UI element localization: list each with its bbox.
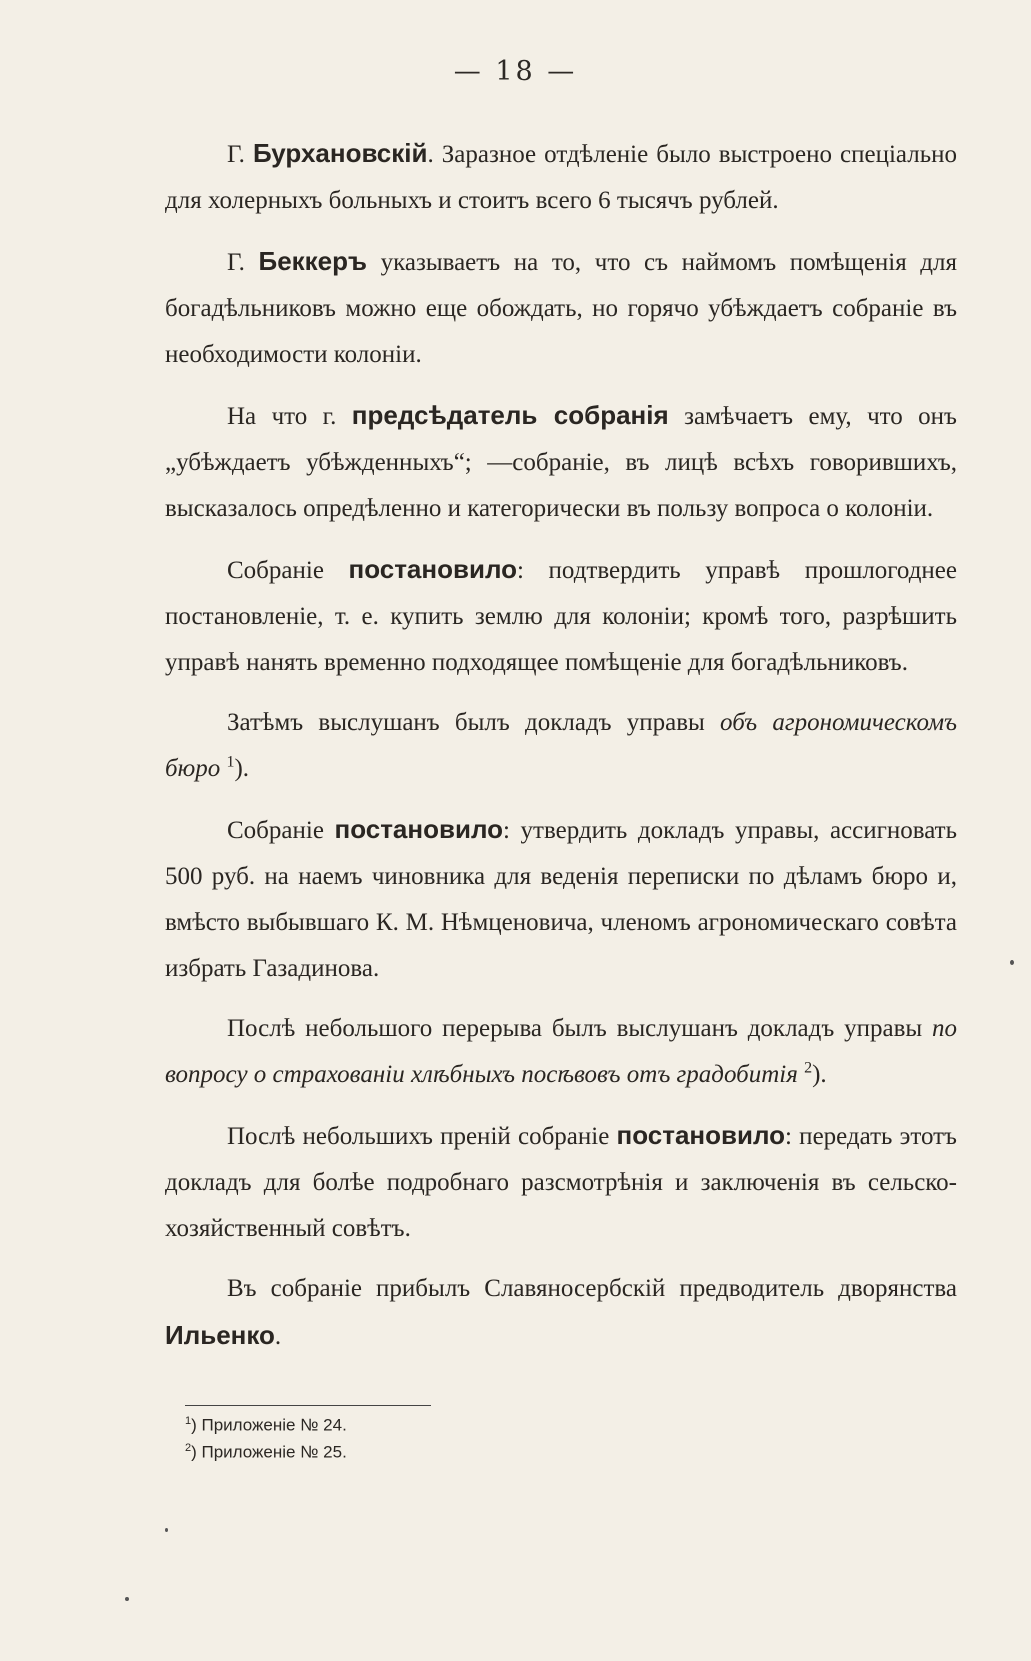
paragraph — [165, 1006, 957, 1098]
footnote-text: ) Приложеніе № 24. — [191, 1415, 347, 1435]
text-run: Затѣмъ выслушанъ былъ докладъ управы — [227, 709, 721, 736]
bold-name: постановило — [616, 1120, 786, 1150]
text-run: Собраніе — [227, 557, 349, 584]
italic-title: по вопросу о страхованіи хлѣбныхъ посѣвовъ отъ градобитія — [165, 1015, 957, 1088]
paragraph — [165, 238, 957, 378]
text-run: Г. — [227, 249, 259, 276]
footnote — [185, 1437, 347, 1464]
italic-title: объ агрономическомъ бюро — [165, 709, 957, 782]
paragraph — [165, 806, 957, 992]
text-run: : утвердить докладъ управы, ассигновать 500 руб. на наемъ чиновника для веденія переписки по дѣламъ бюро и, вмѣсто выбывшаго К. М. Нѣмценовича, членомъ агрономическаго совѣта избрать Газадинова. — [165, 817, 957, 982]
paragraph — [165, 392, 957, 532]
footnotes — [185, 1410, 347, 1463]
page-number: — 18 — — [453, 56, 578, 87]
bold-name: постановило — [334, 814, 504, 844]
text-run: ). — [234, 755, 250, 782]
text-run: Послѣ небольшого перерыва былъ выслушанъ докладъ управы — [227, 1015, 932, 1042]
bold-name: Беккеръ — [258, 246, 367, 276]
footnote-reference: 1 — [226, 753, 235, 771]
text-run: замѣчаетъ ему, что онъ „убѣждаетъ убѣжденныхъ“; —собраніе, въ лицѣ всѣхъ говорившихъ, высказалось опредѣленно и категорически въ пользу вопроса о колоніи. — [165, 403, 957, 522]
bold-name: Ильенко — [165, 1320, 275, 1350]
text-run: : передать этотъ докладъ для болѣе подробнаго разсмотрѣнія и заключенія въ сельско-хозяйственный совѣтъ. — [165, 1123, 957, 1242]
text-run: На что г. — [227, 403, 352, 430]
footnote-reference: 2 — [804, 1059, 813, 1077]
print-speck — [1010, 960, 1014, 965]
footnote-mark: 1 — [185, 1415, 192, 1427]
text-run: . — [274, 1323, 282, 1350]
text-run: . Заразное отдѣленіе было выстроено спеціально для холерныхъ больныхъ и стоитъ всего 6 тысячъ рублей. — [165, 141, 958, 214]
bold-name: предсѣдатель собранія — [351, 400, 669, 430]
footnote — [185, 1410, 347, 1437]
text-run: Въ собраніе прибылъ Славяносербскій предводитель дворянства — [227, 1275, 957, 1302]
text-run: Г. — [227, 141, 253, 168]
text-run: : подтвердить управѣ прошлогоднее постановленіе, т. е. купить землю для колоніи; кромѣ того, разрѣшить управѣ нанять временно подходящее помѣщеніе для богадѣльниковъ. — [165, 557, 957, 676]
text-run: Собраніе — [227, 817, 335, 844]
body-text — [165, 130, 957, 1374]
text-run: ). — [812, 1061, 827, 1088]
bold-name: Бурхановскій — [252, 138, 428, 168]
print-speck — [165, 1528, 168, 1532]
text-run: Послѣ небольшихъ преній собраніе — [227, 1123, 617, 1150]
print-speck — [125, 1597, 129, 1601]
footnote-mark: 2 — [185, 1441, 192, 1454]
paragraph — [165, 1266, 957, 1360]
paragraph — [165, 130, 957, 224]
footnote-divider — [185, 1405, 431, 1406]
footnote-text: ) Приложеніе № 25. — [191, 1442, 347, 1462]
paragraph — [165, 1112, 957, 1252]
bold-name: постановило — [348, 554, 518, 584]
text-run: указываетъ на то, что съ наймомъ помѣщенія для богадѣльниковъ можно еще обождать, но горячо убѣждаетъ собраніе въ необходимости колоніи. — [165, 249, 957, 368]
paragraph — [165, 546, 957, 686]
paragraph — [165, 700, 957, 792]
